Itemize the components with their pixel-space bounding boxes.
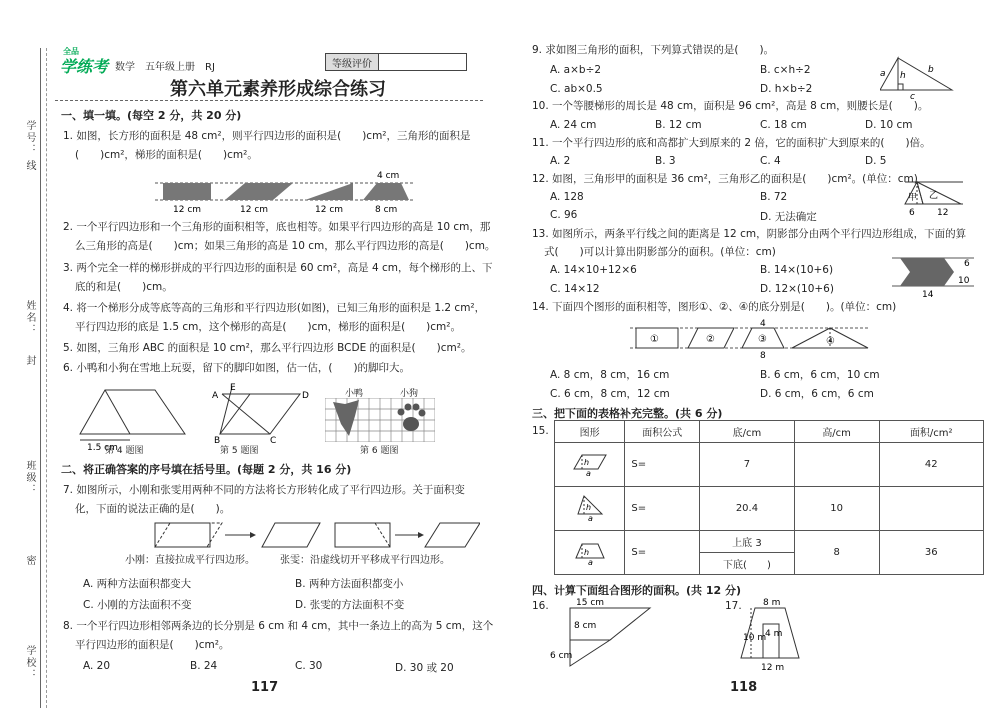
q1-line2: ( )cm²，梯形的面积是( )cm²。 <box>75 149 258 161</box>
q10-option-d[interactable]: D. 10 cm <box>865 119 913 131</box>
q14-shape-3: ③ <box>758 334 767 345</box>
col-header-formula: 面积公式 <box>625 421 700 443</box>
title-divider <box>55 100 483 101</box>
row2-label-h: h <box>585 503 591 512</box>
left-page <box>55 0 496 722</box>
q12-label-yi: 乙 <box>929 191 939 201</box>
binding-strip <box>0 0 48 722</box>
q16-figure <box>550 596 700 668</box>
q8-option-c[interactable]: C. 30 <box>295 660 323 672</box>
q5-label-e: E <box>230 383 236 393</box>
right-page <box>520 0 990 722</box>
q16-label-6cm: 6 cm <box>550 651 573 661</box>
q8-line2: 平行四边形的面积是( )cm²。 <box>75 639 230 651</box>
q13-label-14: 14 <box>922 290 934 300</box>
q5-label-c: C <box>270 436 277 444</box>
q13-label-6: 6 <box>964 259 970 269</box>
table-header-row <box>555 421 984 443</box>
q12-option-c[interactable]: C. 96 <box>550 209 578 221</box>
q14-label-8: 8 <box>760 351 766 360</box>
row3-formula[interactable]: S= <box>625 531 700 575</box>
q6-dog-label: 小狗 <box>400 389 419 399</box>
q9-option-d[interactable]: D. h×b÷2 <box>760 83 813 95</box>
q1-figure <box>155 168 415 214</box>
page-number-left: 117 <box>251 680 279 695</box>
q7-line1: 7. 如图所示，小刚和张雯用两种不同的方法将长方形转化成了平行四边形。关于面积变 <box>63 484 465 496</box>
trapezoid-icon <box>570 536 610 566</box>
page-number-right: 118 <box>730 680 758 695</box>
q17-label-10m: 10 m <box>743 633 767 643</box>
q11-option-a[interactable]: A. 2 <box>550 155 571 167</box>
q13-line2: 式( )可以计算出阴影部分的面积。(单位：cm) <box>544 246 776 258</box>
q4-line2: 平行四边形的底是 1.5 cm，这个梯形的高是( )cm，梯形的面积是( )cm²。 <box>75 321 461 333</box>
q11-option-b[interactable]: B. 3 <box>655 155 676 167</box>
col-header-height: 高/cm <box>794 421 879 443</box>
line-label: 线 <box>24 160 35 172</box>
q10-option-b[interactable]: B. 12 cm <box>655 119 702 131</box>
q12-figure <box>903 176 973 218</box>
duck-footprint-icon <box>333 400 359 436</box>
q5-figure <box>210 382 320 444</box>
q14-figure <box>630 318 870 360</box>
row2-formula[interactable]: S= <box>625 487 700 531</box>
brand-top: 全品 <box>63 47 79 56</box>
q10-text: 10. 一个等腰梯形的周长是 48 cm，面积是 96 cm²，高是 8 cm，则腰长是( )。 <box>532 100 929 112</box>
row3-height: 8 <box>794 531 879 575</box>
q4-figure <box>75 382 195 452</box>
q16-label-8cm: 8 cm <box>574 621 597 631</box>
q15-table <box>554 420 984 575</box>
row2-label-a: a <box>587 514 593 522</box>
q9-option-b[interactable]: B. c×h÷2 <box>760 64 811 76</box>
q5-caption: 第 5 题图 <box>220 446 259 456</box>
q7-option-b[interactable]: B. 两种方法面积都变小 <box>295 578 404 590</box>
table-row <box>555 531 984 553</box>
q9-label-a: a <box>880 69 886 79</box>
q15-label: 15. <box>532 425 549 437</box>
q1-fig-label-4: 8 cm <box>375 205 398 214</box>
table-row <box>555 487 984 531</box>
q13-line1: 13. 如图所示，两条平行线之间的距离是 12 cm，阴影部分由两个平行四边形组成，下面的算 <box>532 228 967 240</box>
q14-option-c[interactable]: C. 6 cm，8 cm，12 cm <box>550 388 670 400</box>
seal-label: 封 <box>24 355 35 367</box>
q12-text: 12. 如图，三角形甲的面积是 36 cm²，三角形乙的面积是( )cm²。(单位：cm) <box>532 173 918 185</box>
row1-formula[interactable]: S= <box>625 443 700 487</box>
q3-line2: 底的和是( )cm。 <box>75 281 173 293</box>
row1-base: 7 <box>700 443 795 487</box>
q11-option-c[interactable]: C. 4 <box>760 155 781 167</box>
q7-option-a[interactable]: A. 两种方法面积都变大 <box>83 578 192 590</box>
q9-option-c[interactable]: C. ab×0.5 <box>550 83 603 95</box>
q16-label-15cm: 15 cm <box>576 598 605 608</box>
q1-fig-label-2: 12 cm <box>240 205 269 214</box>
row1-label-a: a <box>585 469 591 477</box>
class-label: 班级： <box>24 460 35 496</box>
q14-shape-4: ④ <box>826 336 835 347</box>
q11-text: 11. 一个平行四边形的底和高都扩大到原来的 2 倍，它的面积扩大到原来的( )倍。 <box>532 137 931 149</box>
row2-base: 20.4 <box>700 487 795 531</box>
q6-duck-label: 小鸭 <box>345 389 364 399</box>
row1-height[interactable] <box>794 443 879 487</box>
section-3-heading: 三、把下面的表格补充完整。(共 6 分) <box>532 407 723 420</box>
q10-option-c[interactable]: C. 18 cm <box>760 119 807 131</box>
parallelogram-icon <box>570 449 610 477</box>
brand-logo: 学练考 <box>60 57 109 76</box>
row2-area[interactable] <box>879 487 983 531</box>
col-header-base: 底/cm <box>700 421 795 443</box>
q13-option-d[interactable]: D. 12×(10+6) <box>760 283 834 295</box>
q7-option-c[interactable]: C. 小刚的方法面积不变 <box>83 599 192 611</box>
q14-shape-1: ① <box>650 334 659 345</box>
q1-line1: 1. 如图，长方形的面积是 48 cm²，则平行四边形的面积是( )cm²，三角形的面积是 <box>63 130 471 142</box>
row3-label-a: a <box>587 558 593 566</box>
q3-line1: 3. 两个完全一样的梯形拼成的平行四边形的面积是 60 cm²，高是 4 cm，每个梯形的上、下 <box>63 262 493 274</box>
q8-option-b[interactable]: B. 24 <box>190 660 218 672</box>
q13-option-c[interactable]: C. 14×12 <box>550 283 600 295</box>
binding-line <box>40 48 41 708</box>
student-id-label: 学号： <box>24 120 35 156</box>
row3-shape <box>555 531 625 575</box>
q1-fig-label-3: 12 cm <box>315 205 344 214</box>
q5-label-b: B <box>214 436 221 444</box>
q13-figure <box>892 254 982 300</box>
q8-option-a[interactable]: A. 20 <box>83 660 111 672</box>
q17-label: 17. <box>725 600 742 612</box>
col-header-area: 面积/cm² <box>879 421 983 443</box>
q6-figure <box>325 398 435 442</box>
q4-line1: 4. 将一个梯形分成等底等高的三角形和平行四边形(如图)，已知三角形的面积是 1.2 cm²， <box>63 302 486 314</box>
row1-shape <box>555 443 625 487</box>
row3-area: 36 <box>879 531 983 575</box>
col-header-shape: 图形 <box>555 421 625 443</box>
q2-line1: 2. 一个平行四边形和一个三角形的面积相等，底也相等。如果平行四边形的高是 10 cm，那 <box>63 221 491 233</box>
bound-label: 密 <box>24 555 35 567</box>
section-1-heading: 一、填一填。(每空 2 分，共 20 分) <box>61 109 242 122</box>
row3-bottom-base[interactable]: 下底( ) <box>700 553 795 575</box>
q14-text: 14. 下面四个图形的面积相等，图形①、②、④的底分别是( )。(单位：cm) <box>532 301 897 313</box>
q4-fig-label: 1.5 cm <box>87 443 118 452</box>
q13-label-10: 10 <box>958 276 970 286</box>
row2-height: 10 <box>794 487 879 531</box>
q4-caption: 第 4 题图 <box>105 446 144 456</box>
q12-option-b[interactable]: B. 72 <box>760 191 788 203</box>
q9-option-a[interactable]: A. a×b÷2 <box>550 64 602 76</box>
name-label: 姓名： <box>24 300 35 336</box>
q12-label-12: 12 <box>937 208 949 218</box>
row3-label-h: h <box>583 548 589 557</box>
q14-shape-2: ② <box>706 334 715 345</box>
q14-option-b[interactable]: B. 6 cm，6 cm，10 cm <box>760 369 880 381</box>
q16-label: 16. <box>532 600 549 612</box>
q9-label-h: h <box>900 71 906 81</box>
q17-label-4m: 4 m <box>765 629 783 639</box>
q13-option-a[interactable]: A. 14×10+12×6 <box>550 264 637 276</box>
q7-line2: 化，下面的说法正确的是( )。 <box>75 503 231 515</box>
q13-option-b[interactable]: B. 14×(10+6) <box>760 264 834 276</box>
table-row <box>555 443 984 487</box>
cut-line <box>46 48 47 708</box>
q11-option-d[interactable]: D. 5 <box>865 155 887 167</box>
q2-line2: 么三角形的高是( )cm；如果三角形的高是 10 cm，那么平行四边形的高是( )cm。 <box>75 240 496 252</box>
q6-caption: 第 6 题图 <box>360 446 399 456</box>
triangle-icon <box>570 492 610 522</box>
grade-box <box>325 53 467 71</box>
row1-area: 42 <box>879 443 983 487</box>
q17-label-8m: 8 m <box>763 598 781 608</box>
q9-text: 9. 求如图三角形的面积，下列算式错误的是( )。 <box>532 44 775 56</box>
q10-option-a[interactable]: A. 24 cm <box>550 119 597 131</box>
q14-label-4: 4 <box>760 319 766 329</box>
page-title: 第六单元素养形成综合练习 <box>170 79 386 100</box>
q8-option-d[interactable]: D. 30 或 20 <box>395 662 454 674</box>
school-label: 学校： <box>24 645 35 681</box>
q12-option-d[interactable]: D. 无法确定 <box>760 211 817 223</box>
q7-option-d[interactable]: D. 张雯的方法面积不变 <box>295 599 405 611</box>
subject-meta: 数学 五年级上册 RJ <box>115 62 215 73</box>
row3-top-base: 上底 3 <box>700 531 795 553</box>
q7-figure <box>150 520 480 552</box>
section-4-heading: 四、计算下面组合图形的面积。(共 12 分) <box>532 584 742 597</box>
q1-fig-label-1: 12 cm <box>173 205 202 214</box>
q12-label-jia: 甲 <box>908 193 918 203</box>
q12-option-a[interactable]: A. 128 <box>550 191 584 203</box>
q9-figure <box>880 52 965 100</box>
q7-caption-zhangwen: 张雯：沿虚线切开平移成平行四边形。 <box>280 555 450 566</box>
q7-caption-xiaogang: 小刚：直接拉成平行四边形。 <box>125 555 255 566</box>
q12-label-6: 6 <box>909 208 915 218</box>
q5-label-a: A <box>212 391 219 401</box>
q9-label-c: c <box>910 92 915 100</box>
q5-text: 5. 如图，三角形 ABC 的面积是 10 cm²，那么平行四边形 BCDE 的面积是( )cm²。 <box>63 342 472 354</box>
row1-label-h: h <box>583 458 589 467</box>
grade-label: 等级评价 <box>326 54 379 70</box>
q14-option-a[interactable]: A. 8 cm，8 cm，16 cm <box>550 369 670 381</box>
q17-figure <box>735 596 825 672</box>
q5-label-d: D <box>302 391 309 401</box>
row2-shape <box>555 487 625 531</box>
q8-line1: 8. 一个平行四边形相邻两条边的长分别是 6 cm 和 4 cm，其中一条边上的高为 5 cm，这个 <box>63 620 494 632</box>
q14-option-d[interactable]: D. 6 cm，6 cm，6 cm <box>760 388 874 400</box>
q6-text: 6. 小鸭和小狗在雪地上玩耍，留下的脚印如图，估一估，( )的脚印大。 <box>63 362 411 374</box>
section-2-heading: 二、将正确答案的序号填在括号里。(每题 2 分，共 16 分) <box>61 463 352 476</box>
q1-fig-label-5: 4 cm <box>377 171 400 181</box>
q17-label-12m: 12 m <box>761 663 785 672</box>
q9-label-b: b <box>928 65 934 75</box>
